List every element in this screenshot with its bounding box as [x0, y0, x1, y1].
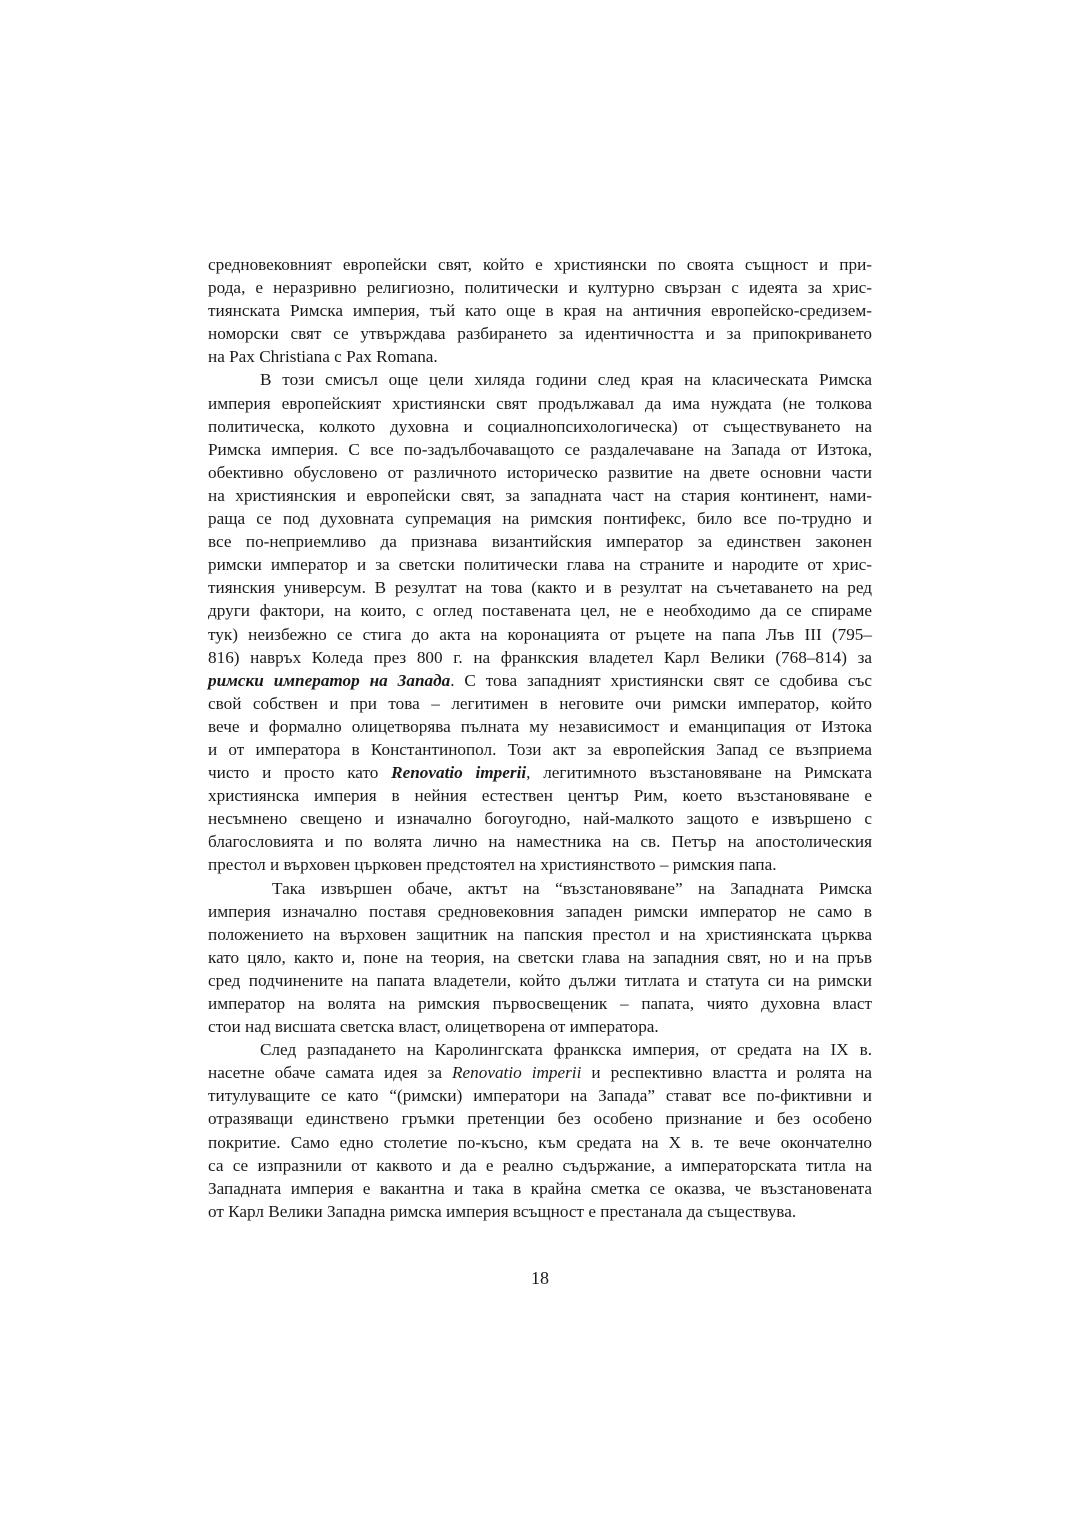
text-segment: В този смисъл още цели хиляда години след края на класическата Римска [260, 370, 872, 390]
text-segment: сред подчинените на папата владетели, който дължи титлата и статута си на римски [208, 970, 872, 990]
text-line [208, 669, 872, 692]
text-segment: Така извършен обаче, актът на “възстановяване” на Западната Римска [272, 878, 872, 898]
text-segment: рода, е неразривно религиозно, политически и културно свързан с идеята за хрис- [208, 278, 872, 298]
text-segment: император на волята на римския първосвещеник – папата, чиято духовна власт [208, 994, 872, 1013]
body-text [208, 253, 872, 1223]
text-segment: други фактори, на които, с оглед поставената цел, не е необходимо да се спираме [208, 601, 872, 621]
text-segment: на Pax Christiana с Pax Romana. [208, 347, 438, 367]
text-segment: чисто и просто като [208, 763, 392, 783]
text-segment: империя изначално поставя средновековния западен римски император не само в [208, 901, 872, 921]
text-segment: християнска империя в нейния естествен център Рим, което възстановяване е [208, 786, 872, 806]
text-segment: свой собствен и при това – легитимен в неговите очи римски император, който [208, 693, 872, 713]
text-line [208, 807, 872, 830]
text-line [208, 599, 872, 622]
text-line [208, 438, 872, 461]
text-line [208, 646, 872, 669]
text-segment: и от императора в Константинопол. Този акт за европейския Запад се възприема [208, 739, 872, 759]
emphasized-text: Renovatio imperii [391, 763, 527, 783]
text-segment: обективно обусловено от различното историческо развитие на двете основни части [208, 462, 872, 482]
text-segment: номорски свят се утвърждава разбирането за идентичността и за припокриването [208, 324, 872, 344]
text-segment: и респективно властта и ролята на [581, 1063, 872, 1083]
text-line [208, 345, 872, 368]
text-line [208, 276, 872, 299]
text-line [208, 1084, 872, 1107]
text-segment: на християнския и европейски свят, за западната част на стария континент, нами- [208, 485, 872, 505]
text-segment: от Карл Велики Западна римска империя всъщност е престанала да съществува. [208, 1201, 797, 1221]
text-line [208, 299, 872, 322]
page-number: 18 [531, 1268, 549, 1288]
text-line [208, 484, 872, 507]
text-segment: . С това западният християнски свят се сдобива със [450, 670, 872, 690]
text-segment: Римска империя. С все по-задълбочаващото се раздалечаване на Запада от Изтока, [208, 439, 872, 459]
text-line [208, 461, 872, 484]
text-segment: са се изпразнили от каквото и да е реално съдържание, а императорската титла на [208, 1155, 872, 1175]
text-line [208, 623, 872, 646]
text-segment: покритие. Само едно столетие по-късно, към средата на X в. те вече окончателно [208, 1132, 872, 1152]
text-segment: титулуващите се като “(римски) императори на Запада” стават все по-фиктивни и [208, 1086, 872, 1106]
text-line [208, 1038, 872, 1061]
text-line [208, 761, 872, 784]
text-line [208, 784, 872, 807]
text-segment: тиянската Римска империя, тъй като още в края на античния европейско-средизем- [208, 301, 872, 321]
text-segment: все по-неприемливо да признава византийския император за единствен законен [208, 532, 872, 552]
text-line [208, 1200, 872, 1223]
text-line [208, 830, 872, 853]
text-line [208, 553, 872, 576]
text-line [208, 1177, 872, 1200]
text-segment: След разпадането на Каролингската франкска империя, от средата на IX в. [260, 1040, 872, 1060]
text-line [208, 415, 872, 438]
text-segment: римски император и за светски политически глава на страните и народите от хрис- [208, 555, 872, 575]
text-line [208, 253, 872, 276]
text-line [208, 738, 872, 761]
text-line [208, 1131, 872, 1154]
text-line [208, 715, 872, 738]
text-segment: отразяващи единствено гръмки претенции без особено признание и без особено [208, 1109, 872, 1129]
text-segment: , легитимното възстановяване на Римската [526, 763, 872, 783]
text-segment: като цяло, както и, поне на теория, на светски глава на западния свят, но и на пръв [208, 947, 872, 967]
text-segment: раща се под духовната супремация на римския понтифекс, било все по-трудно и [208, 509, 872, 529]
text-line [208, 530, 872, 553]
text-segment: положението на върховен защитник на папския престол и на християнската църква [208, 924, 872, 944]
text-line [208, 923, 872, 946]
text-line [208, 1107, 872, 1130]
text-segment: насетне обаче самата идея за [208, 1063, 452, 1083]
text-segment: тиянския универсум. В резултат на това (както и в резултат на съчетаването на ред [208, 578, 872, 598]
text-line [208, 946, 872, 969]
text-segment: Западната империя е вакантна и така в крайна сметка се оказва, че възстановената [208, 1178, 872, 1198]
text-segment: средновековният европейски свят, който е християнски по своята същност и при- [208, 255, 872, 274]
text-segment: тук) неизбежно се стига до акта на коронацията от ръцете на папа Лъв III (795– [208, 624, 872, 644]
text-line [208, 1154, 872, 1177]
text-line [208, 576, 872, 599]
text-segment: престол и върховен църковен предстоятел на християнството – римския папа. [208, 855, 777, 875]
text-line [208, 322, 872, 345]
text-line [208, 877, 872, 900]
text-line [208, 692, 872, 715]
text-line [208, 1061, 872, 1084]
text-line [208, 900, 872, 923]
text-line [208, 507, 872, 530]
text-line [208, 392, 872, 415]
text-line [208, 368, 872, 391]
text-segment: вече и формално олицетворява пълната му независимост и еманципация от Изтока [208, 716, 872, 736]
text-segment: империя европейският християнски свят продължавал да има нуждата (не толкова [208, 393, 872, 413]
emphasized-text: римски император на Запада [208, 670, 451, 690]
text-line [208, 969, 872, 992]
text-segment: 816) навръх Коледа през 800 г. на франкския владетел Карл Велики (768–814) за [208, 647, 872, 667]
text-line [208, 853, 872, 876]
text-segment: благословията и по волята лично на наместника на св. Петър на апостолическия [208, 832, 872, 852]
text-segment: стои над висшата светска власт, олицетворена от императора. [208, 1017, 659, 1037]
text-segment: несъмнено свещено и изначално богоугодно, най-малкото защото е извършено с [208, 809, 872, 829]
text-segment: политическа, колкото духовна и социалнопсихологическа) от съществуването на [208, 416, 872, 436]
text-line [208, 992, 872, 1015]
text-line [208, 1015, 872, 1038]
emphasized-text: Renovatio imperii [452, 1063, 582, 1083]
